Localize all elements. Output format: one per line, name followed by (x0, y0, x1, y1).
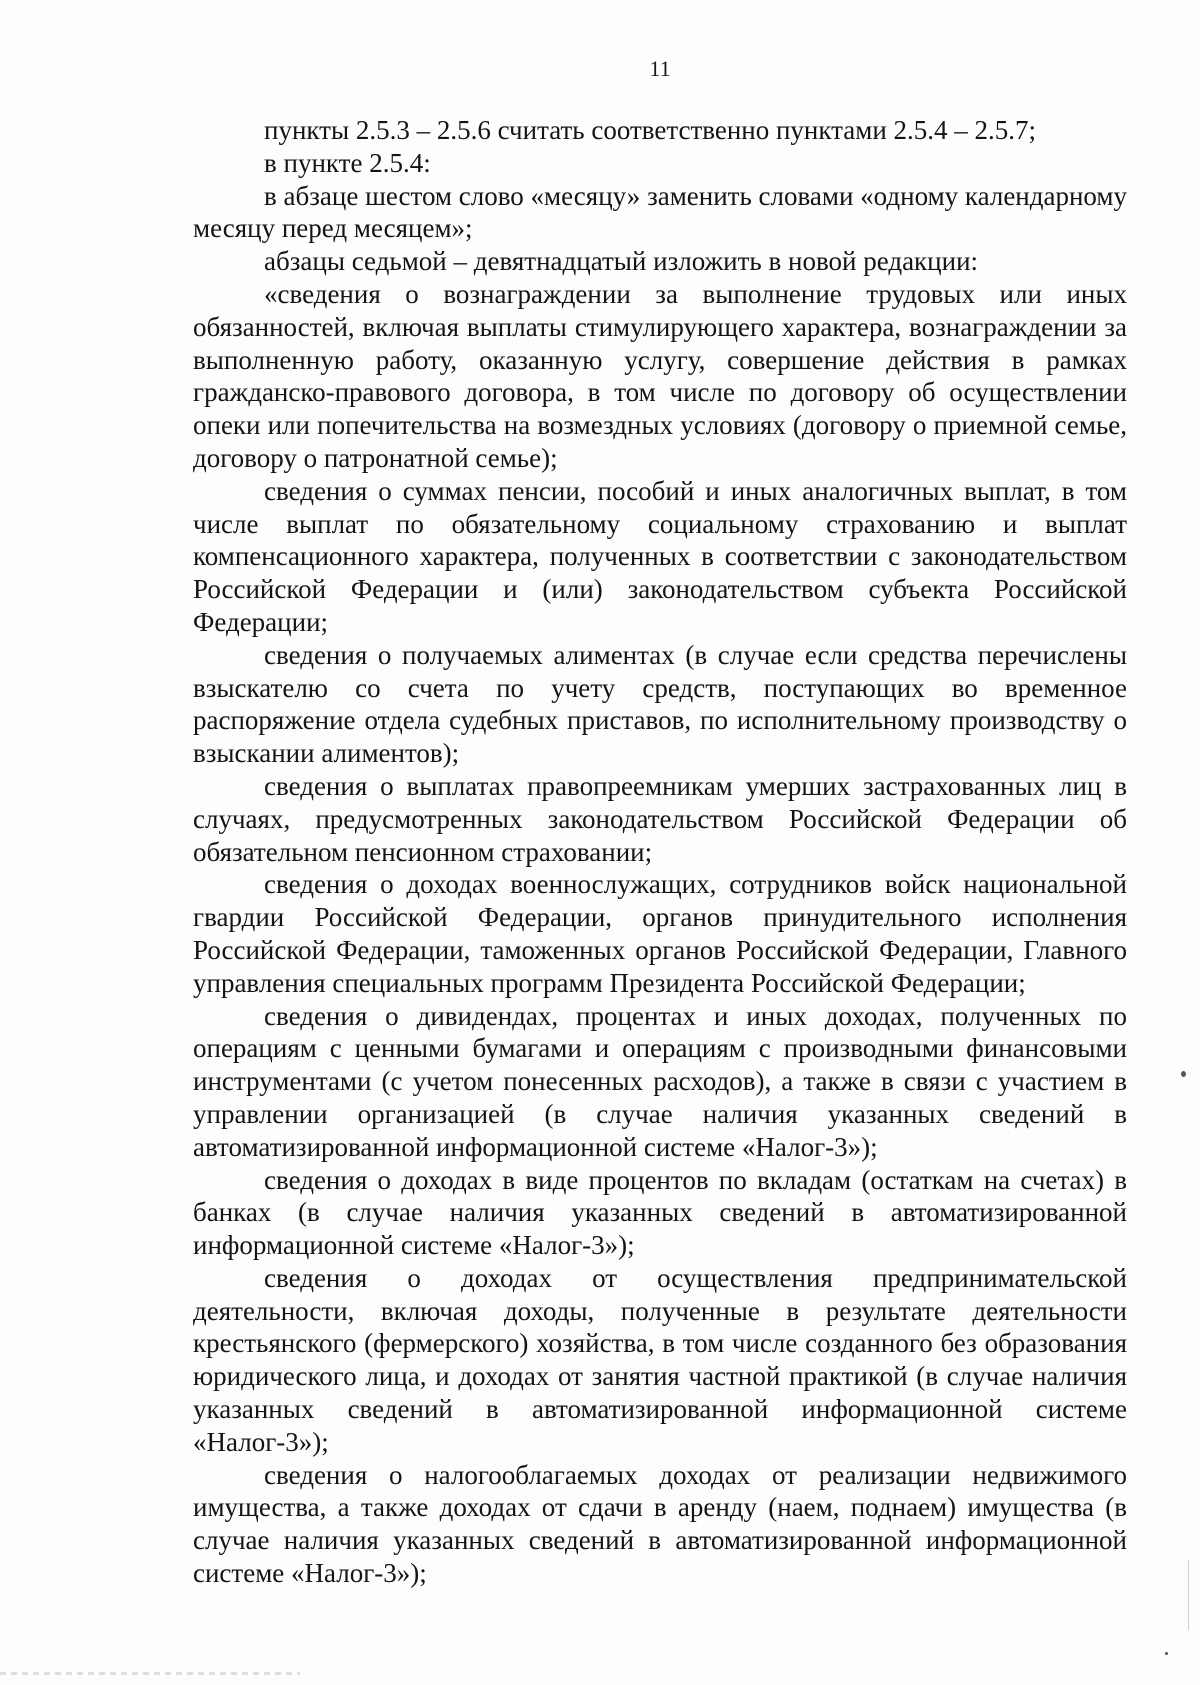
scan-speck (1165, 1652, 1168, 1655)
paragraph-renumbering: пункты 2.5.3 – 2.5.6 считать соответственно пунктами 2.5.4 – 2.5.7; (264, 115, 1037, 145)
document-body (193, 114, 1127, 1590)
paragraph-business: сведения о доходах от осуществления предпринимательской деятельности, включая доходы, полученные в результате деятельности крестьянского (фермерского) хозяйства, в том числе созданного без образования юридического лица, и доходах от занятия частной практикой (в случае наличия указанных сведений в автоматизированной информационной системе «Налог-3»); (193, 1262, 1127, 1457)
page-number: 11 (649, 56, 671, 81)
paragraph-sixth-abzac: в абзаце шестом слово «месяцу» заменить словами «одному календарному месяцу перед месяцем»; (193, 180, 1127, 244)
scan-bottom-noise (0, 1672, 300, 1675)
paragraph-real-estate: сведения о налогооблагаемых доходах от реализации недвижимого имущества, а также доходах от сдачи в аренду (наем, поднаем) имущества (в случае наличия указанных сведений в автоматизированной информационной системе «Налог-3»); (193, 1459, 1127, 1589)
scan-speck (1181, 1071, 1186, 1077)
paragraph-successors: сведения о выплатах правопреемникам умерших застрахованных лиц в случаях, предусмотренных законодательством Российской Федерации об обязательном пенсионном страховании; (193, 770, 1127, 867)
paragraph-military: сведения о доходах военнослужащих, сотрудников войск национальной гвардии Российской Федерации, органов принудительного исполнения Российской Федерации, таможенных органов Российской Федерации, Главного управления специальных программ Президента Российской Федерации; (193, 869, 1127, 998)
paragraph-point-2-5-4: в пункте 2.5.4: (264, 147, 431, 178)
paragraph-pensions: сведения о суммах пенсии, пособий и иных аналогичных выплат, в том числе выплат по обязательному социальному страхованию и выплат компенсационного характера, полученных в соответствии с законодательством Российской Федерации и (или) законодательством субъекта Российской Федерации; (193, 475, 1127, 637)
paragraph-deposits: сведения о доходах в виде процентов по вкладам (остаткам на счетах) в банках (в случае наличия указанных сведений в автоматизированной информационной системе «Налог-3»); (193, 1164, 1127, 1261)
paragraph-new-edition: абзацы седьмой – девятнадцатый изложить в новой редакции: (264, 246, 979, 277)
paragraph-alimony: сведения о получаемых алиментах (в случае если средства перечислены взыскателю со счета по учету средств, поступающих во временное распоряжение отдела судебных приставов, по исполнительному производству о взыскании алиментов); (193, 639, 1127, 769)
paragraph-dividends: сведения о дивидендах, процентах и иных доходах, полученных по операциям с ценными бумагами и операциям с производными финансовыми инструментами (с учетом понесенных расходов), а также в связи с участием в управлении организацией (в случае наличия указанных сведений в автоматизированной информационной системе «Налог-3»); (193, 1000, 1127, 1162)
paragraph-remuneration: «сведения о вознаграждении за выполнение трудовых или иных обязанностей, включая выплаты стимулирующего характера, вознаграждении за выполненную работу, оказанную услугу, совершение действия в рамках гражданско-правового договора, в том числе по договору об осуществлении опеки или попечительства на возмездных условиях (договору о приемной семье, договору о патронатной семье); (193, 278, 1127, 473)
scan-edge-line (1188, 1560, 1189, 1630)
